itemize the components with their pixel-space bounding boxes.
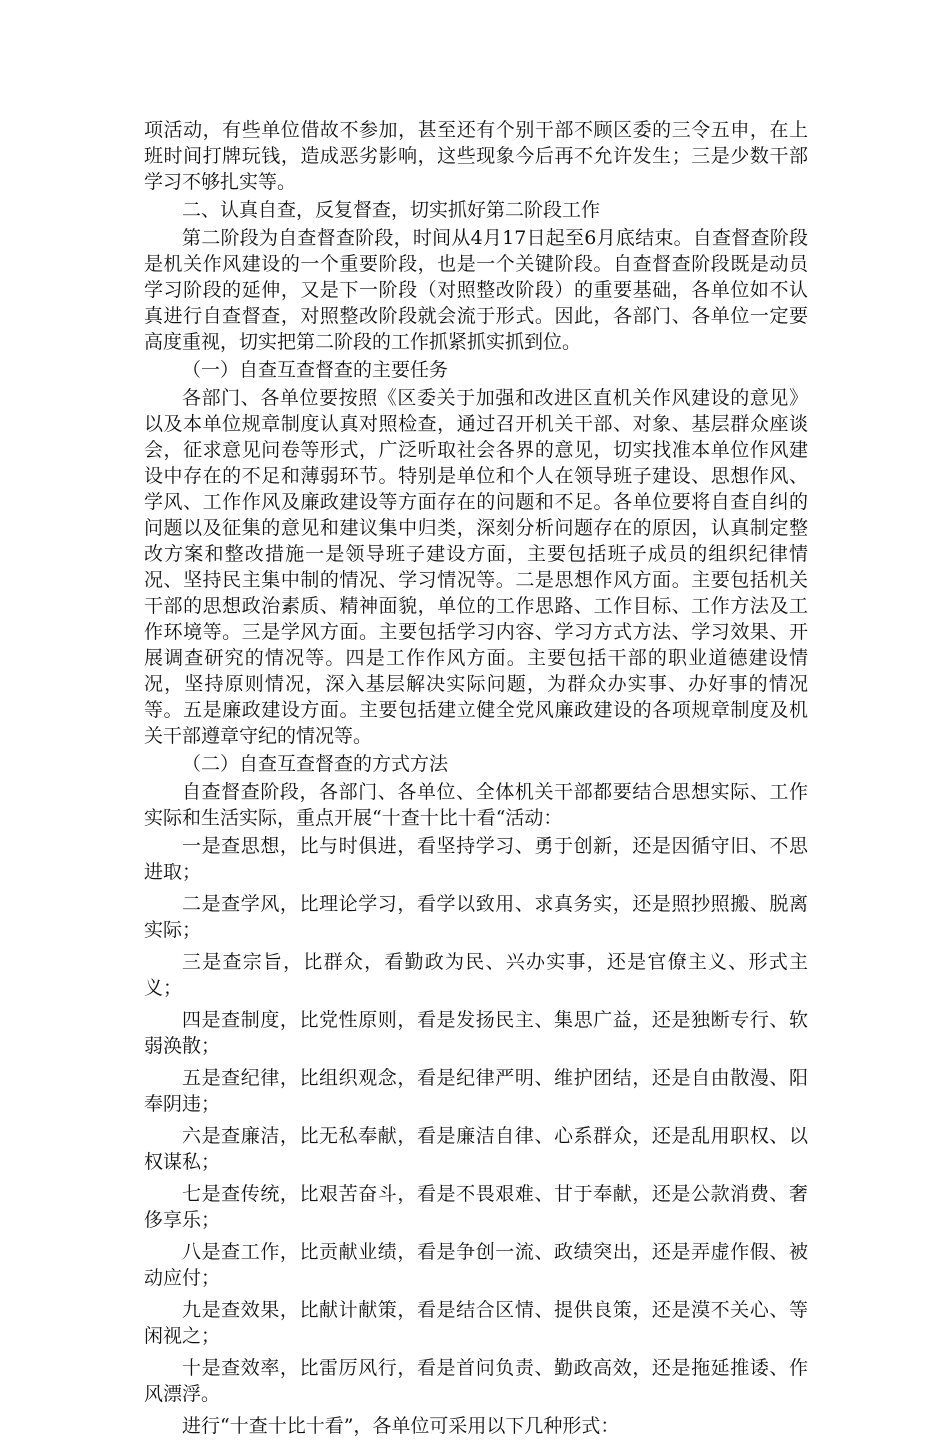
paragraph: 自查督查阶段，各部门、各单位、全体机关干部都要结合思想实际、工作实际和生活实际，重点开展“十查十比十看“活动：: [144, 781, 808, 829]
paragraph-continued: 项活动，有些单位借故不参加，甚至还有个别干部不顾区委的三令五申，在上班时间打牌玩钱，造成恶劣影响，这些现象今后再不允许发生；三是少数干部学习不够扎实等。: [144, 119, 808, 193]
list-item: 四是查制度，比党性原则，看是发扬民主、集思广益，还是独断专行、软弱涣散；: [144, 1009, 808, 1057]
document-page: [144, 117, 808, 1441]
list-item: 六是查廉洁，比无私奉献，看是廉洁自律、心系群众，还是乱用职权、以权谋私；: [144, 1125, 808, 1173]
subsection-heading: （二）自查互查督查的方式方法: [182, 753, 449, 775]
paragraph: 第二阶段为自查督查阶段，时间从4月17日起至6月底结束。自查督查阶段是机关作风建设的一个重要阶段，也是一个关键阶段。自查督查阶段既是动员学习阶段的延伸，又是下一阶段（对照整改阶段）的重要基础，各单位如不认真进行自查督查，对照整改阶段就会流于形式。因此，各部门、各单位一定要高度重视，切实把第二阶段的工作抓紧抓实抓到位。: [144, 227, 808, 353]
list-item: 七是查传统，比艰苦奋斗，看是不畏艰难、甘于奉献，还是公款消费、奢侈享乐；: [144, 1183, 808, 1231]
paragraph: 各部门、各单位要按照《区委关于加强和改进区直机关作风建设的意见》以及本单位规章制度认真对照检查，通过召开机关干部、对象、基层群众座谈会，征求意见问卷等形式，广泛听取社会各界的意见，切实找准本单位作风建设中存在的不足和薄弱环节。特别是单位和个人在领导班子建设、思想作风、学风、工作作风及廉政建设等方面存在的问题和不足。各单位要将自查自纠的问题以及征集的意见和建议集中归类，深刻分析问题存在的原因，认真制定整改方案和整改措施一是领导班子建设方面，主要包括班子成员的组织纪律情况、坚持民主集中制的情况、学习情况等。二是思想作风方面。主要包括机关干部的思想政治素质、精神面貌，单位的工作思路、工作目标、工作方法及工作环境等。三是学风方面。主要包括学习内容、学习方式方法、学习效果、开展调查研究的情况等。四是工作作风方面。主要包括干部的职业道德建设情况，坚持原则情况，深入基层解决实际问题，为群众办实事、办好事的情况等。五是廉政建设方面。主要包括建立健全党风廉政建设的各项规章制度及机关干部遵章守纪的情况等。: [144, 387, 808, 747]
paragraph: 进行“十查十比十看”，各单位可采用以下几种形式：: [182, 1415, 620, 1437]
subsection-heading: （一）自查互查督查的主要任务: [182, 359, 449, 381]
list-item: 九是查效果，比献计献策，看是结合区情、提供良策，还是漠不关心、等闲视之；: [144, 1299, 808, 1347]
list-item: 十是查效率，比雷厉风行，看是首问负责、勤政高效，还是拖延推诿、作风漂浮。: [144, 1357, 808, 1405]
list-item: 二是查学风，比理论学习，看学以致用、求真务实，还是照抄照搬、脱离实际；: [144, 893, 808, 941]
section-heading: 二、认真自查，反复督查，切实抓好第二阶段工作: [182, 199, 601, 221]
list-item: 五是查纪律，比组织观念，看是纪律严明、维护团结，还是自由散漫、阳奉阴违；: [144, 1067, 808, 1115]
list-item: 一是查思想，比与时俱进，看坚持学习、勇于创新，还是因循守旧、不思进取；: [144, 835, 808, 883]
list-item: 三是查宗旨，比群众，看勤政为民、兴办实事，还是官僚主义、形式主义；: [144, 951, 808, 999]
list-item: 八是查工作，比贡献业绩，看是争创一流、政绩突出，还是弄虚作假、被动应付；: [144, 1241, 808, 1289]
